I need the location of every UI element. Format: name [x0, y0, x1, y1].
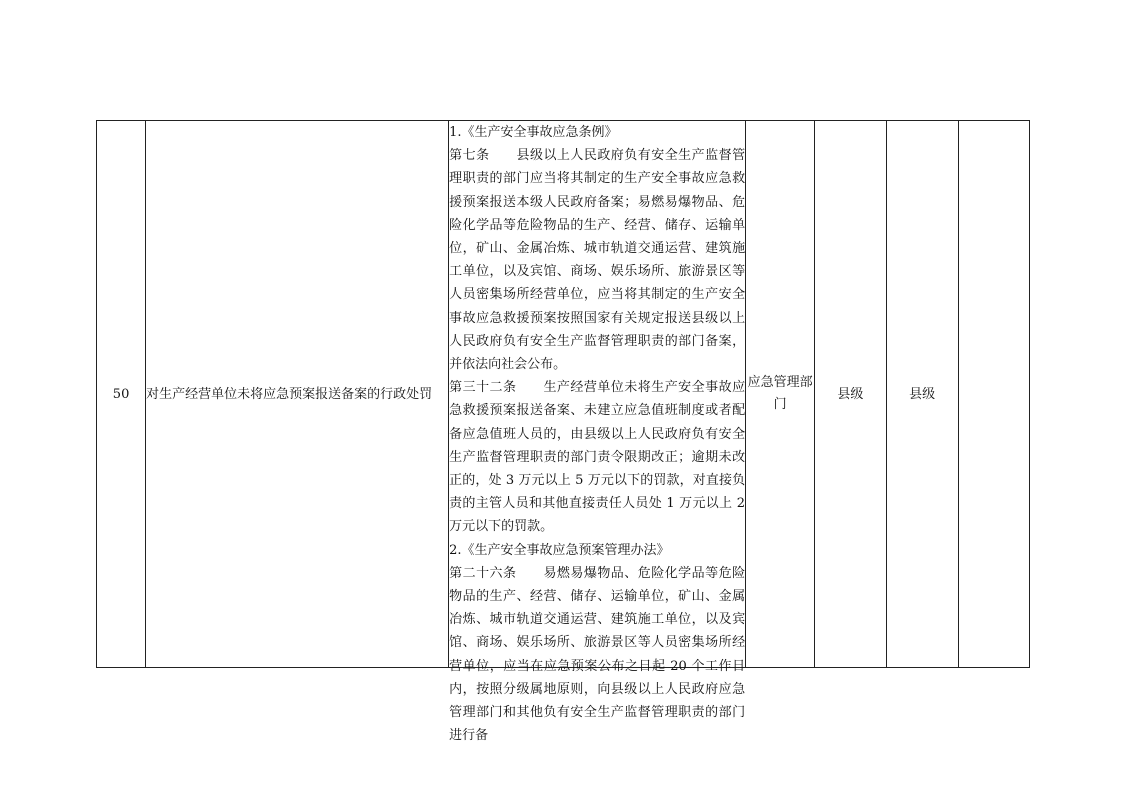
- legal-basis-text: [449, 121, 746, 744]
- legal-basis-cell: [449, 121, 746, 744]
- item-name: 对生产经营单位未将应急预案报送备案的行政处罚: [146, 121, 449, 668]
- basis-article-7: 第七条 县级以上人民政府负有安全生产监督管理职责的部门应当将其制定的生产安全事故应急救援预案报送本级人民政府备案；易燃易爆物品、危险化学品等危险物品的生产、经营、储存、运输单位，矿山、金属冶炼、城市轨道交通运营、建筑施工单位，以及宾馆、商场、娱乐场所、旅游景区等人员密集场所经营单位，应当将其制定的生产安全事故应急救援预案按照国家有关规定报送县级以上人民政府负有安全生产监督管理职责的部门备案，并依法向社会公布。: [449, 148, 746, 373]
- basis-title-1: 1.《生产安全事故应急条例》: [449, 125, 618, 140]
- department: 应急管理部门: [747, 375, 813, 412]
- level-1: 县级: [815, 121, 886, 668]
- level-2: 县级: [886, 121, 958, 668]
- basis-title-2: 2.《生产安全事故应急预案管理办法》: [449, 542, 670, 558]
- note-cell: [958, 121, 1029, 668]
- department-cell: [746, 121, 815, 668]
- row-number: 50: [97, 121, 146, 668]
- basis-article-26: 第二十六条 易燃易爆物品、危险化学品等危险物品的生产、经营、储存、运输单位，矿山、金属冶炼、城市轨道交通运营、建筑施工单位，以及宾馆、商场、娱乐场所、旅游景区等人员密集场所经营单位，应当在应急预案公布之日起 20 个工作日内，按照分级属地原则，向县级以上人民政府应急管理部门和其他负有安全生产监督管理职责的部门进行备: [449, 565, 746, 744]
- basis-article-32: 第三十二条 生产经营单位未将生产安全事故应急救援预案报送备案、未建立应急值班制度或者配备应急值班人员的，由县级以上人民政府负有安全生产监督管理职责的部门责令限期改正；逾期未改正的，处 3 万元以上 5 万元以下的罚款，对直接负责的主管人员和其他直接责任人员处 1 万元以上 2 万元以下的罚款。: [449, 380, 746, 535]
- table-row: [97, 121, 1030, 668]
- penalty-table: [96, 120, 1030, 744]
